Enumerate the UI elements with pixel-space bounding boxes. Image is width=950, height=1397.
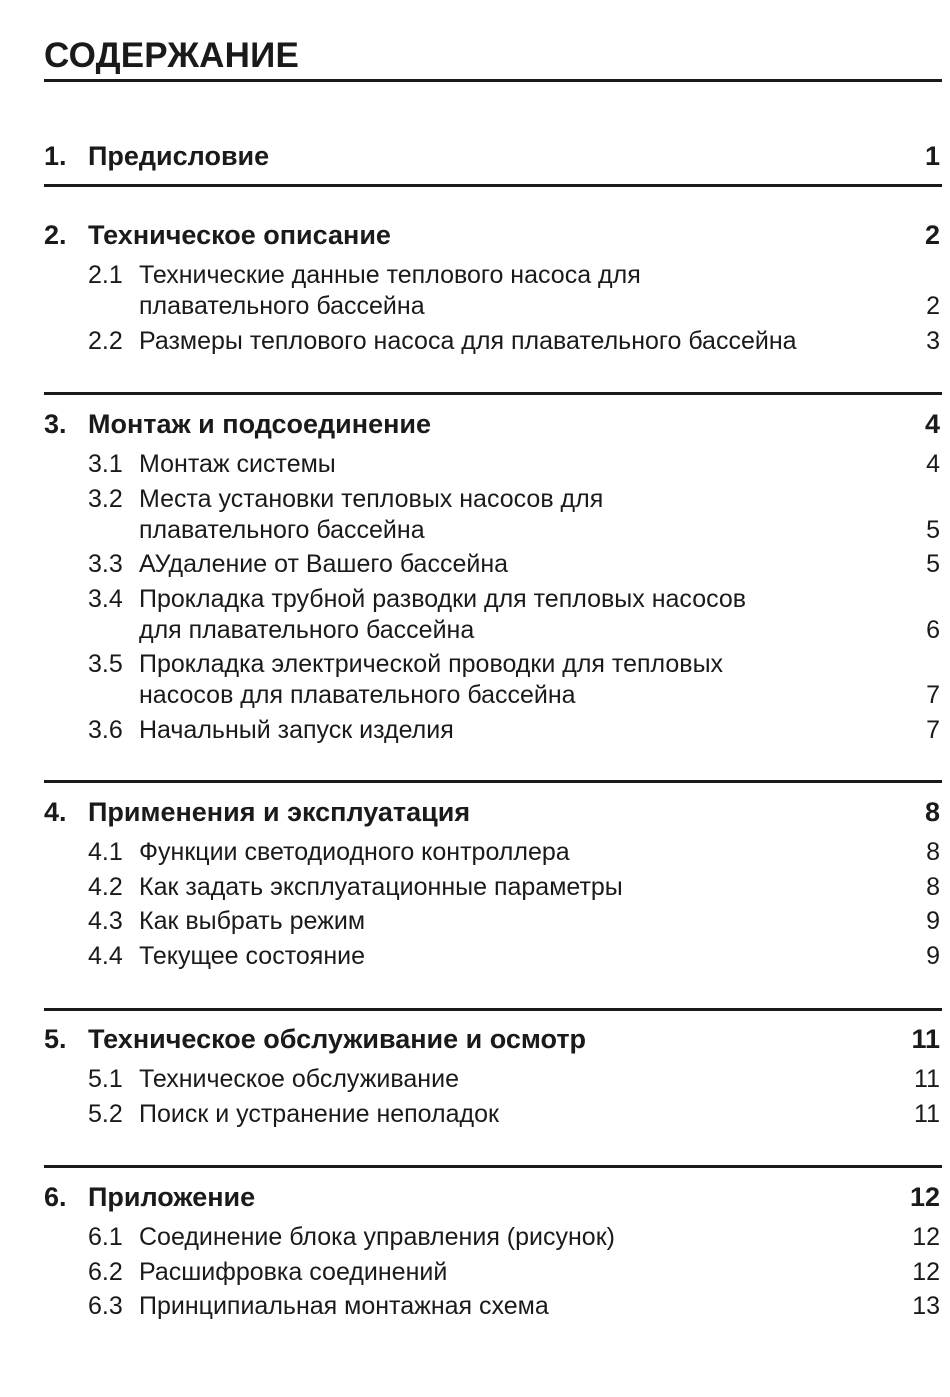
section-divider: [44, 780, 942, 783]
toc-entry[interactable]: [88, 837, 942, 868]
toc-entry[interactable]: [88, 941, 942, 972]
entry-number: 6.2: [88, 1257, 123, 1286]
entry-title-line: Текущее состояние: [139, 941, 366, 970]
section-title: Техническое описание: [88, 220, 391, 250]
entry-title-line: Как выбрать режим: [139, 907, 366, 935]
entry-page-number: 8: [926, 838, 940, 866]
entry-title-line: для плавательного бассейна: [139, 615, 475, 644]
entry-page-number: 11: [914, 1099, 940, 1128]
toc-entry[interactable]: [88, 715, 942, 746]
entry-number: 3.4: [88, 584, 123, 613]
section-divider: [44, 1008, 942, 1011]
entry-title-line: Принципиальная монтажная схема: [139, 1292, 549, 1320]
entry-title-line: Функции светодиодного контроллера: [139, 838, 570, 866]
entry-number: 6.3: [88, 1292, 123, 1320]
toc-entry[interactable]: [88, 872, 942, 903]
entry-title-line: Соединение блока управления (рисунок): [139, 1223, 615, 1251]
entry-title-line: АУдаление от Вашего бассейна: [139, 550, 509, 578]
entry-number: 3.3: [88, 550, 123, 578]
entry-page-number: 4: [926, 450, 940, 478]
entry-page-number: 9: [926, 907, 940, 935]
section-page-number: 4: [924, 409, 940, 439]
section-page-number: 1: [924, 141, 940, 171]
toc-entry[interactable]: [88, 649, 942, 711]
toc-section-heading[interactable]: [44, 1022, 942, 1056]
entry-page-number: 5: [926, 550, 940, 578]
entry-number: 5.1: [88, 1065, 123, 1093]
entry-number: 4.2: [88, 872, 123, 901]
entry-page-number: 13: [912, 1292, 940, 1320]
section-title: Применения и эксплуатация: [88, 797, 471, 827]
section-title: Предисловие: [88, 141, 270, 171]
entry-page-number: 11: [914, 1065, 940, 1093]
entry-number: 3.2: [88, 484, 123, 513]
toc-entry[interactable]: [88, 484, 942, 546]
section-number: 3.: [44, 409, 67, 439]
page-title: СОДЕРЖАНИЕ: [44, 36, 300, 75]
toc-entry[interactable]: [88, 906, 942, 937]
toc-entry[interactable]: [88, 1291, 942, 1322]
section-number: 2.: [44, 220, 67, 250]
entry-number: 2.2: [88, 326, 123, 355]
entry-page-number: 12: [912, 1257, 940, 1286]
section-number: 5.: [44, 1024, 67, 1054]
section-divider: [44, 184, 942, 187]
section-number: 4.: [44, 797, 67, 827]
section-page-number: 11: [911, 1024, 940, 1054]
entry-title-line: плавательного бассейна: [139, 515, 425, 544]
entry-page-number: 7: [926, 715, 940, 744]
toc-entry[interactable]: [88, 549, 942, 580]
entry-page-number: 5: [926, 515, 940, 544]
entry-title-line: Монтаж системы: [139, 450, 336, 478]
section-page-number: 8: [924, 797, 940, 827]
section-number: 1.: [44, 141, 67, 171]
entry-title-line: Расшифровка соединений: [139, 1257, 448, 1286]
entry-page-number: 3: [926, 326, 940, 355]
entry-title-line: Прокладка трубной разводки для тепловых насосов: [139, 584, 747, 613]
entry-number: 4.1: [88, 838, 123, 866]
toc-entry[interactable]: [88, 1099, 942, 1130]
entry-title-line: Поиск и устранение неполадок: [139, 1099, 499, 1128]
toc-entry[interactable]: [88, 1257, 942, 1288]
entry-page-number: 8: [926, 872, 940, 901]
entry-number: 4.3: [88, 907, 123, 935]
entry-title-line: Места установки тепловых насосов для: [139, 484, 604, 513]
title-divider: [44, 79, 942, 82]
entry-page-number: 2: [926, 292, 940, 320]
toc-entry[interactable]: [88, 260, 942, 322]
entry-number: 6.1: [88, 1223, 123, 1251]
section-divider: [44, 1165, 942, 1168]
toc-entry[interactable]: [88, 449, 942, 480]
entry-title-line: Начальный запуск изделия: [139, 715, 454, 744]
toc-entry[interactable]: [88, 1064, 942, 1095]
entry-title-line: Размеры теплового насоса для плавательного бассейна: [139, 326, 797, 355]
toc-section-heading[interactable]: [44, 218, 942, 252]
section-title: Техническое обслуживание и осмотр: [88, 1024, 587, 1054]
entry-title-line: Как задать эксплуатационные параметры: [139, 872, 623, 901]
entry-title-line: Прокладка электрической проводки для тепловых: [139, 650, 724, 678]
entry-number: 5.2: [88, 1099, 123, 1128]
entry-title-line: Техническое обслуживание: [139, 1065, 459, 1093]
section-page-number: 12: [909, 1182, 940, 1212]
entry-title-line: насосов для плавательного бассейна: [139, 681, 576, 709]
entry-number: 2.1: [88, 261, 123, 289]
section-title: Приложение: [88, 1182, 256, 1212]
entry-page-number: 9: [926, 941, 940, 970]
section-title: Монтаж и подсоединение: [88, 409, 432, 439]
section-number: 6.: [44, 1182, 67, 1212]
entry-number: 3.1: [88, 450, 123, 478]
toc-entry[interactable]: [88, 1222, 942, 1253]
entry-title-line: Технические данные теплового насоса для: [139, 261, 641, 289]
toc-section-heading[interactable]: [44, 407, 942, 441]
entry-page-number: 7: [926, 681, 940, 709]
toc-entry[interactable]: [88, 326, 942, 357]
entry-number: 3.6: [88, 715, 123, 744]
entry-number: 4.4: [88, 941, 123, 970]
entry-page-number: 12: [912, 1223, 940, 1251]
toc-entry[interactable]: [88, 584, 942, 646]
toc-section-heading[interactable]: [44, 795, 942, 829]
toc-section-heading[interactable]: [44, 139, 942, 173]
entry-page-number: 6: [926, 615, 940, 644]
entry-title-line: плавательного бассейна: [139, 292, 425, 320]
entry-number: 3.5: [88, 650, 123, 678]
toc-section-heading[interactable]: [44, 1180, 942, 1214]
section-divider: [44, 392, 942, 395]
section-page-number: 2: [924, 220, 940, 250]
